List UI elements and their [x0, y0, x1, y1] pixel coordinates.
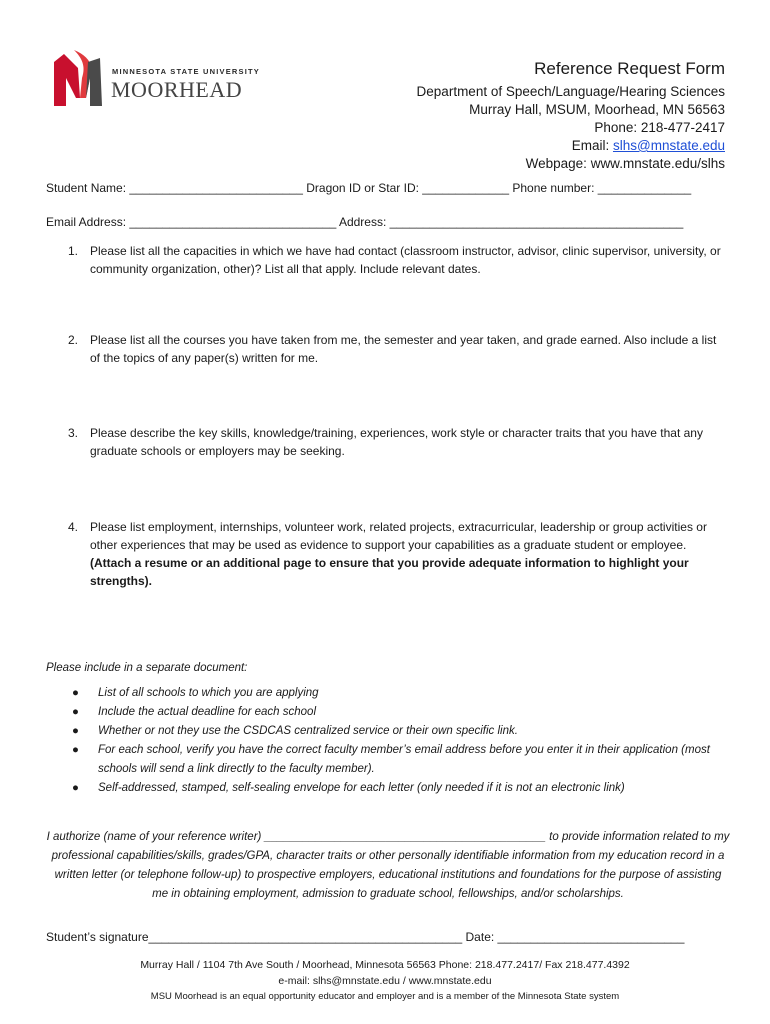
question-text: Please list employment, internships, volunteer work, related projects, extracurricular, leadership or group activities or other experiences that may be used as evidence to support your capabilities as a graduate student or employee. [90, 520, 707, 552]
question-text: Please list all the capacities in which we have had contact (classroom instructor, advisor, clinic supervisor, university, or community organization, other)? List all that apply. Include relevant dates. [90, 244, 721, 276]
department-phone: Phone: 218-477-2417 [594, 120, 725, 135]
footer-equal-opportunity: MSU Moorhead is an equal opportunity educator and employer and is a member of the Minnesota State system [150, 991, 620, 1002]
footer-contact: e-mail: slhs@mnstate.edu / www.mnstate.edu [278, 975, 492, 987]
list-item: ● List of all schools to which you are applying [46, 684, 736, 703]
bullet-icon: ● [72, 725, 79, 737]
question-item [46, 331, 726, 367]
footer-address: Murray Hall / 1104 7th Ave South / Moorhead, Minnesota 56563 Phone: 218.477.2417/ Fax 218.477.4392 [140, 959, 630, 971]
separate-document-heading: Please include in a separate document: [46, 662, 248, 674]
field-row-1 [46, 181, 691, 195]
list-item: ● Self-addressed, stamped, self-sealing envelope for each letter (only needed if it is not an electronic link) [46, 779, 736, 798]
email-address-field[interactable]: Email Address: _______________________________ [46, 215, 337, 229]
signature-date-line[interactable]: Student’s signature_______________________________________________ Date: ____________________________ [46, 930, 685, 944]
logo-university-line: MINNESOTA STATE UNIVERSITY [112, 67, 261, 76]
authorization-statement: I authorize (name of your reference writer) ____________________________________________ to provide information related to my professional capabilities/skills, grades/GPA, character traits or other personally identifiable information from my education record in a written letter (or telephone follow-up) to prospective employers, educational institutions and foundations for the purpose of assisting me in obtaining employment, admission to graduate school, fellowships, and/or scholarships. [46, 831, 730, 900]
email-label: Email: [571, 138, 613, 153]
field-row-2 [46, 215, 683, 229]
separate-document-list [46, 684, 736, 798]
form-title: Reference Request Form [534, 59, 725, 78]
university-logo [52, 48, 272, 110]
bullet-icon: ● [72, 744, 79, 756]
question-number: 2. [68, 333, 79, 347]
logo-university-name: MOORHEAD [111, 77, 243, 102]
question-text: Please describe the key skills, knowledge/training, experiences, work style or character traits that you have that any graduate schools or employers may be seeking. [90, 426, 703, 458]
department-address: Murray Hall, MSUM, Moorhead, MN 56563 [469, 102, 725, 117]
question-number: 1. [68, 244, 79, 258]
bullet-icon: ● [72, 687, 79, 699]
list-item: ● Whether or not they use the CSDCAS centralized service or their own specific link. [46, 722, 736, 741]
list-item: ● Include the actual deadline for each school [46, 703, 736, 722]
department-webpage: Webpage: www.mnstate.edu/slhs [525, 156, 725, 171]
question-item [46, 242, 726, 278]
page-footer [0, 957, 770, 1005]
question-item [46, 424, 726, 460]
header-contact-block [417, 58, 725, 173]
email-link[interactable]: slhs@mnstate.edu [612, 138, 725, 153]
dragon-id-field[interactable]: Dragon ID or Star ID: _____________ [302, 181, 510, 195]
list-item: ● For each school, verify you have the correct faculty member’s email address before you enter it in their application (most schools will send a link directly to the faculty member). [46, 741, 736, 779]
questions-list [46, 242, 726, 590]
question-number: 4. [68, 520, 79, 534]
bullet-icon: ● [72, 706, 79, 718]
department-name: Department of Speech/Language/Hearing Sciences [416, 84, 725, 99]
department-email [417, 137, 725, 155]
address-field[interactable]: Address: ____________________________________________ [336, 215, 684, 229]
phone-number-field[interactable]: Phone number: ______________ [509, 181, 692, 195]
bullet-icon: ● [72, 782, 79, 794]
student-name-field[interactable]: Student Name: __________________________ [46, 181, 303, 195]
question-text: Please list all the courses you have taken from me, the semester and year taken, and grade earned. Also include a list of the topics of any paper(s) written for me. [90, 333, 717, 365]
m-flame-logo-icon [52, 48, 108, 110]
question-number: 3. [68, 426, 79, 440]
question-emphasis: (Attach a resume or an additional page to ensure that you provide adequate information to highlight your strengths). [90, 556, 689, 588]
question-item [46, 518, 726, 590]
separate-document-section [46, 659, 736, 798]
